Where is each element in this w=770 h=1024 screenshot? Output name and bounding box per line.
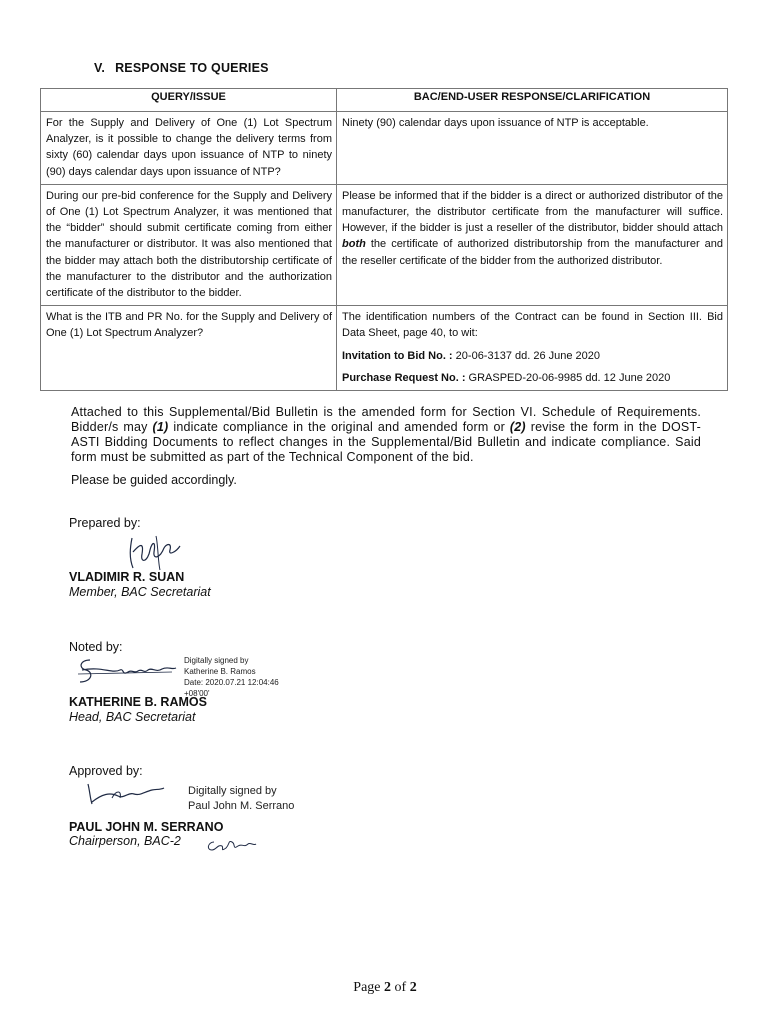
table-row (41, 184, 728, 305)
prepared-label: Prepared by: (69, 516, 141, 530)
prepared-role: Member, BAC Secretariat (69, 585, 211, 599)
query-cell: For the Supply and Delivery of One (1) Lot Spectrum Analyzer, is it possible to change the delivery terms from sixty (60) calendar days upon issuance of NTP to ninety (90) days calendar days upon issuance of NTP? (41, 112, 337, 185)
table-row (41, 112, 728, 185)
header-query: QUERY/ISSUE (41, 89, 337, 112)
digital-line: Date: 2020.07.21 12:04:46 (184, 678, 279, 687)
footer-of-word: of (394, 980, 407, 995)
pr-label: Purchase Request No. : (342, 371, 466, 384)
option-one: (1) (152, 420, 169, 434)
bulletin-text: indicate compliance in the original and amended form or (168, 420, 510, 434)
itb-value: 20-06-3137 dd. 26 June 2020 (455, 349, 601, 362)
section-number: V. (94, 61, 106, 75)
serrano-signature (82, 778, 168, 808)
noted-name: KATHERINE B. RAMOS (69, 695, 207, 709)
approved-role: Chairperson, BAC-2 (69, 834, 181, 848)
guided-note: Please be guided accordingly. (71, 473, 237, 487)
section-heading (94, 61, 269, 75)
itb-label: Invitation to Bid No. : (342, 349, 453, 362)
pr-line (342, 370, 723, 386)
digital-line: +08'00' (184, 689, 210, 698)
response-cell (337, 306, 728, 391)
option-two: (2) (509, 420, 526, 434)
ramos-digital-signature (184, 655, 279, 699)
serrano-digital-signature (188, 784, 294, 814)
initial-signature (204, 834, 260, 856)
noted-role: Head, BAC Secretariat (69, 710, 196, 724)
section-title: RESPONSE TO QUERIES (115, 61, 269, 75)
prepared-name: VLADIMIR R. SUAN (69, 570, 185, 584)
table-row (41, 306, 728, 391)
digital-line: Digitally signed by (184, 656, 249, 665)
response-text: The identification numbers of the Contract can be found in Section III. Bid Data Sheet, page 40, to wit: (342, 311, 723, 340)
ramos-signature (72, 652, 184, 688)
digital-line: Paul John M. Serrano (188, 800, 295, 812)
approved-name: PAUL JOHN M. SERRANO (69, 820, 224, 834)
response-text: Please be informed that if the bidder is a direct or authorized distributor of the manufacturer, the distributor certificate from the manufacturer will suffice. However, if the bidder is just a reseller of the distributor, bidder should attach (342, 189, 723, 235)
bulletin-text: Attached to this Supplemental/Bid Bulletin is the amended form for Section VI. Schedule of Requirements. Bidder/s may (71, 405, 701, 434)
response-cell: Ninety (90) calendar days upon issuance of NTP is acceptable. (337, 112, 728, 185)
page-footer (0, 980, 770, 996)
query-cell: What is the ITB and PR No. for the Supply and Delivery of One (1) Lot Spectrum Analyzer? (41, 306, 337, 391)
footer-current-page: 2 (384, 980, 392, 995)
pr-value: GRASPED-20-06-9985 dd. 12 June 2020 (468, 371, 671, 384)
response-text: the certificate of authorized distributorship from the manufacturer and the reseller certificate of the bidder from the authorized distributor. (342, 238, 723, 267)
approved-label: Approved by: (69, 764, 143, 778)
itb-line (342, 348, 723, 364)
queries-table (40, 88, 728, 391)
digital-line: Katherine B. Ramos (184, 667, 256, 676)
footer-total-pages: 2 (409, 980, 417, 995)
bulletin-paragraph (71, 405, 701, 465)
table-header-row (41, 89, 728, 112)
suan-signature (120, 532, 190, 574)
response-cell (337, 184, 728, 305)
response-emphasis: both (342, 238, 366, 251)
noted-label: Noted by: (69, 640, 123, 654)
query-cell: During our pre-bid conference for the Supply and Delivery of One (1) Lot Spectrum Analyzer, it was mentioned that the “bidder” should submit certificate coming from either the manufacturer or distributor. It was also mentioned that the bidder may attach both the distributorship certificate of the manufacturer to the distributor and the authorization certificate of the distributor to the bidder. (41, 184, 337, 305)
footer-page-word: Page (353, 980, 381, 995)
bulletin-text: revise the form in the DOST-ASTI Bidding Documents to reflect changes in the Supplemental/Bid Bulletin and indicate compliance. Said form must be submitted as part of the Technical Component of the bid. (71, 420, 701, 464)
digital-line: Digitally signed by (188, 785, 277, 797)
header-response: BAC/END-USER RESPONSE/CLARIFICATION (337, 89, 728, 112)
